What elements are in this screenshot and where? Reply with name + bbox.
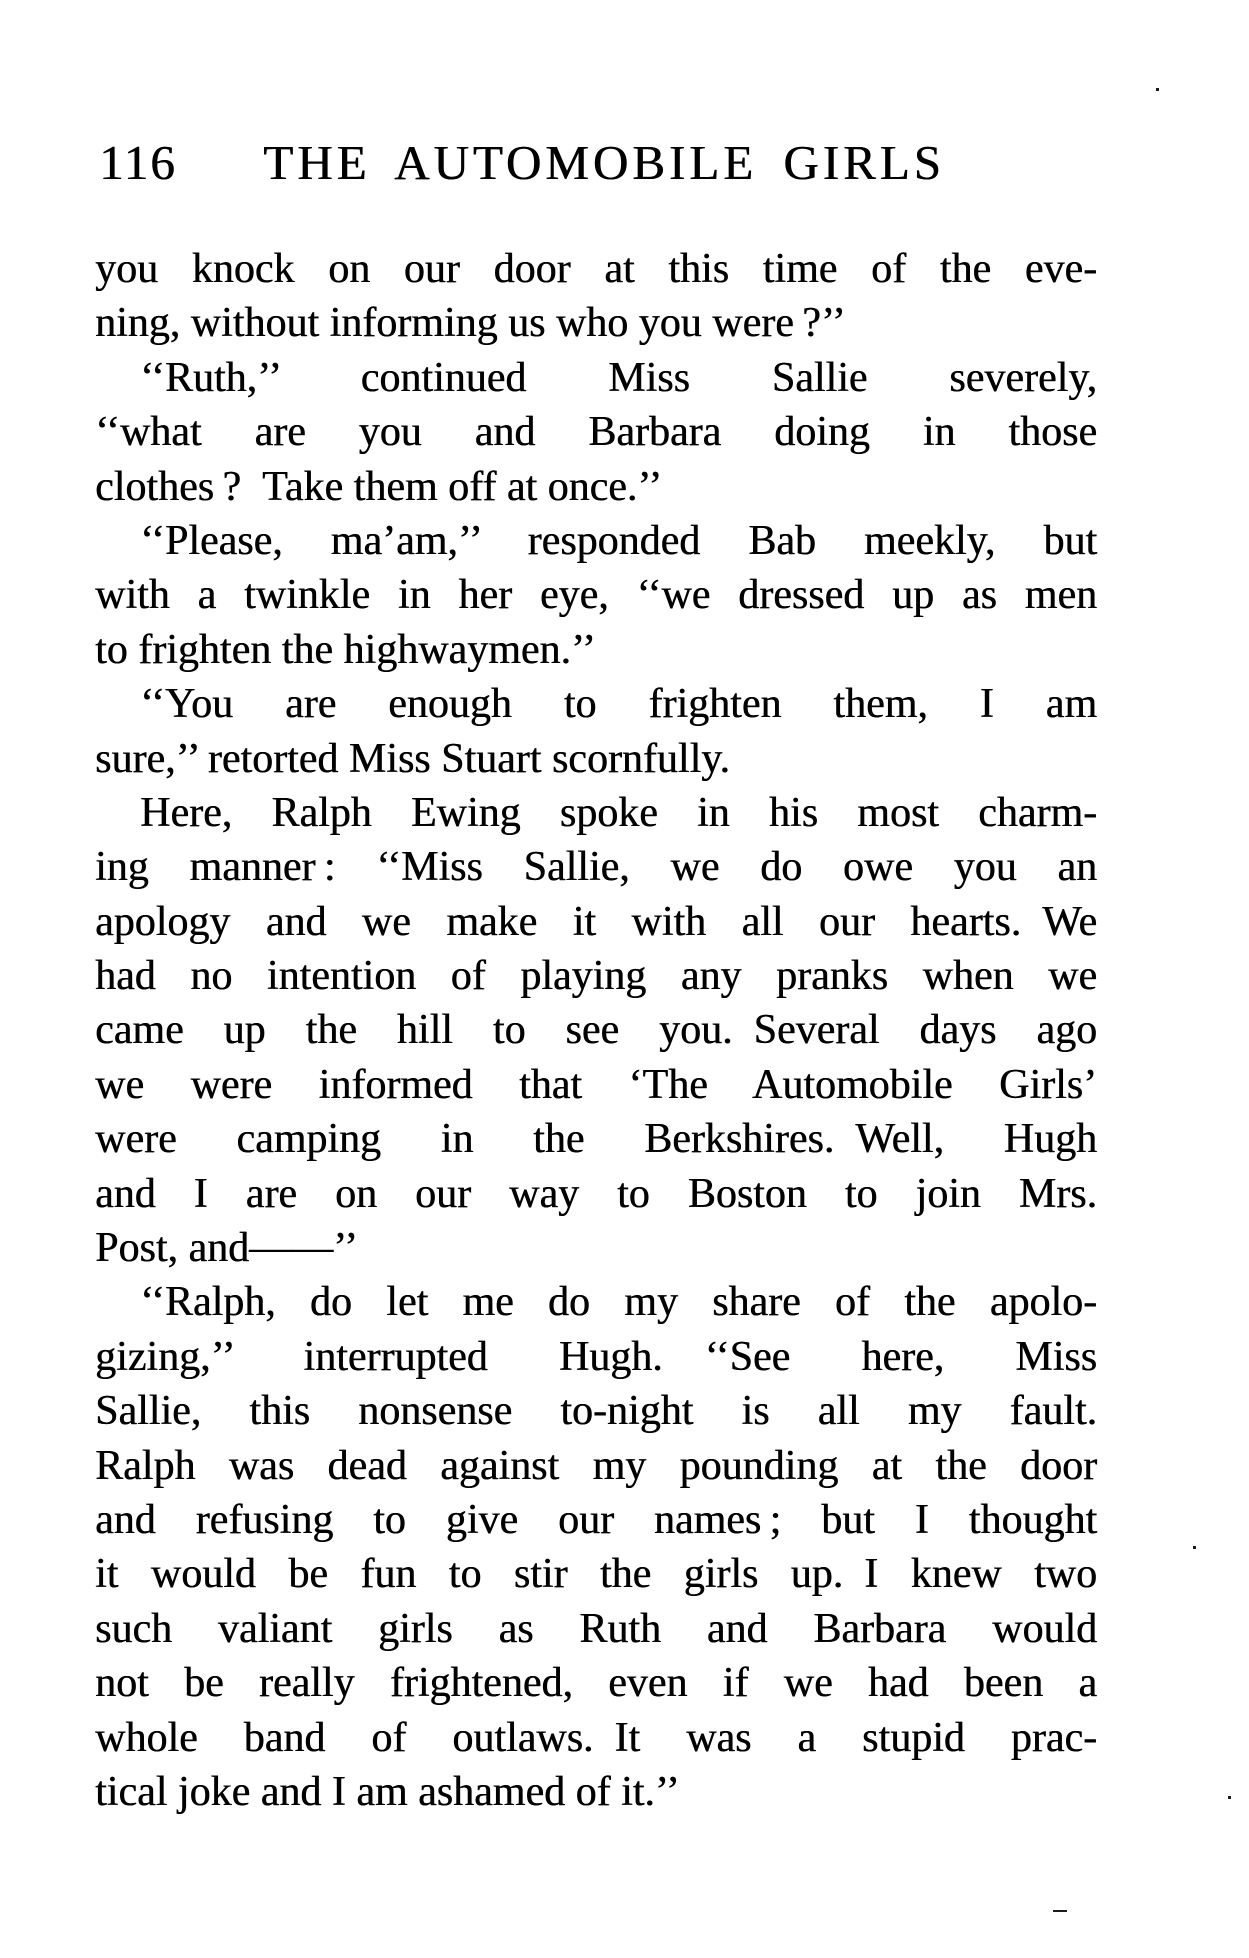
scan-speck <box>1193 1546 1196 1549</box>
text-line: ‘‘Ruth,’’ continued Miss Sallie severely, <box>140 354 1097 401</box>
text-line: apology and we make it with all our hearts. We <box>95 898 1097 945</box>
paragraph <box>95 677 1097 786</box>
text-line: with a twinkle in her eye, ‘‘we dressed up as men <box>95 572 1097 619</box>
text-line: came up the hill to see you. Several days ago <box>95 1007 1097 1054</box>
paragraph <box>95 786 1097 1276</box>
text-line: clothes ? Take them off at once.’’ <box>95 463 663 510</box>
text-line: gizing,’’ interrupted Hugh. ‘‘See here, Miss <box>95 1333 1097 1380</box>
text-line: ‘‘what are you and Barbara doing in those <box>95 409 1097 456</box>
text-line: Ralph was dead against my pounding at the door <box>95 1442 1097 1489</box>
text-line: and refusing to give our names ; but I thought <box>95 1496 1097 1543</box>
text-line: ‘‘Ralph, do let me do my share of the apolo- <box>140 1279 1097 1326</box>
text-line: not be really frightened, even if we had been a <box>95 1660 1097 1707</box>
scan-speck <box>1156 88 1159 91</box>
text-line: ing manner : ‘‘Miss Sallie, we do owe you an <box>95 844 1097 891</box>
text-line: we were informed that ‘The Automobile Girls’ <box>95 1061 1097 1108</box>
text-line: to frighten the highwaymen.’’ <box>95 626 596 673</box>
page-number: 116 <box>99 135 177 190</box>
text-line: Sallie, this nonsense to-night is all my fault. <box>95 1388 1097 1435</box>
scan-speck <box>1228 1796 1231 1799</box>
paragraph <box>95 1275 1097 1819</box>
text-line: such valiant girls as Ruth and Barbara would <box>95 1605 1097 1652</box>
scan-speck <box>1053 1910 1067 1912</box>
running-title: THE AUTOMOBILE GIRLS <box>263 135 945 190</box>
text-line: ning, without informing us who you were ?’’ <box>95 300 846 347</box>
page-body <box>95 242 1097 1819</box>
text-line: you knock on our door at this time of the eve- <box>95 246 1097 292</box>
text-line: ‘‘Please, ma’am,’’ responded Bab meekly, but <box>140 517 1097 564</box>
text-line: Here, Ralph Ewing spoke in his most charm- <box>140 789 1097 836</box>
text-line: sure,’’ retorted Miss Stuart scornfully. <box>95 735 730 782</box>
text-line: tical joke and I am ashamed of it.’’ <box>95 1768 680 1815</box>
text-line: were camping in the Berkshires. Well, Hugh <box>95 1116 1097 1163</box>
text-line: had no intention of playing any pranks when we <box>95 953 1097 1000</box>
text-line: it would be fun to stir the girls up. I knew two <box>95 1551 1097 1598</box>
text-line: Post, and——’’ <box>95 1225 358 1272</box>
text-line: ‘‘You are enough to frighten them, I am <box>140 681 1097 728</box>
text-line: whole band of outlaws. It was a stupid prac- <box>95 1714 1097 1761</box>
paragraph <box>95 514 1097 677</box>
text-line: and I are on our way to Boston to join Mrs. <box>95 1170 1097 1217</box>
page-header <box>95 134 1097 190</box>
paragraph <box>95 242 1097 351</box>
paragraph <box>95 351 1097 514</box>
